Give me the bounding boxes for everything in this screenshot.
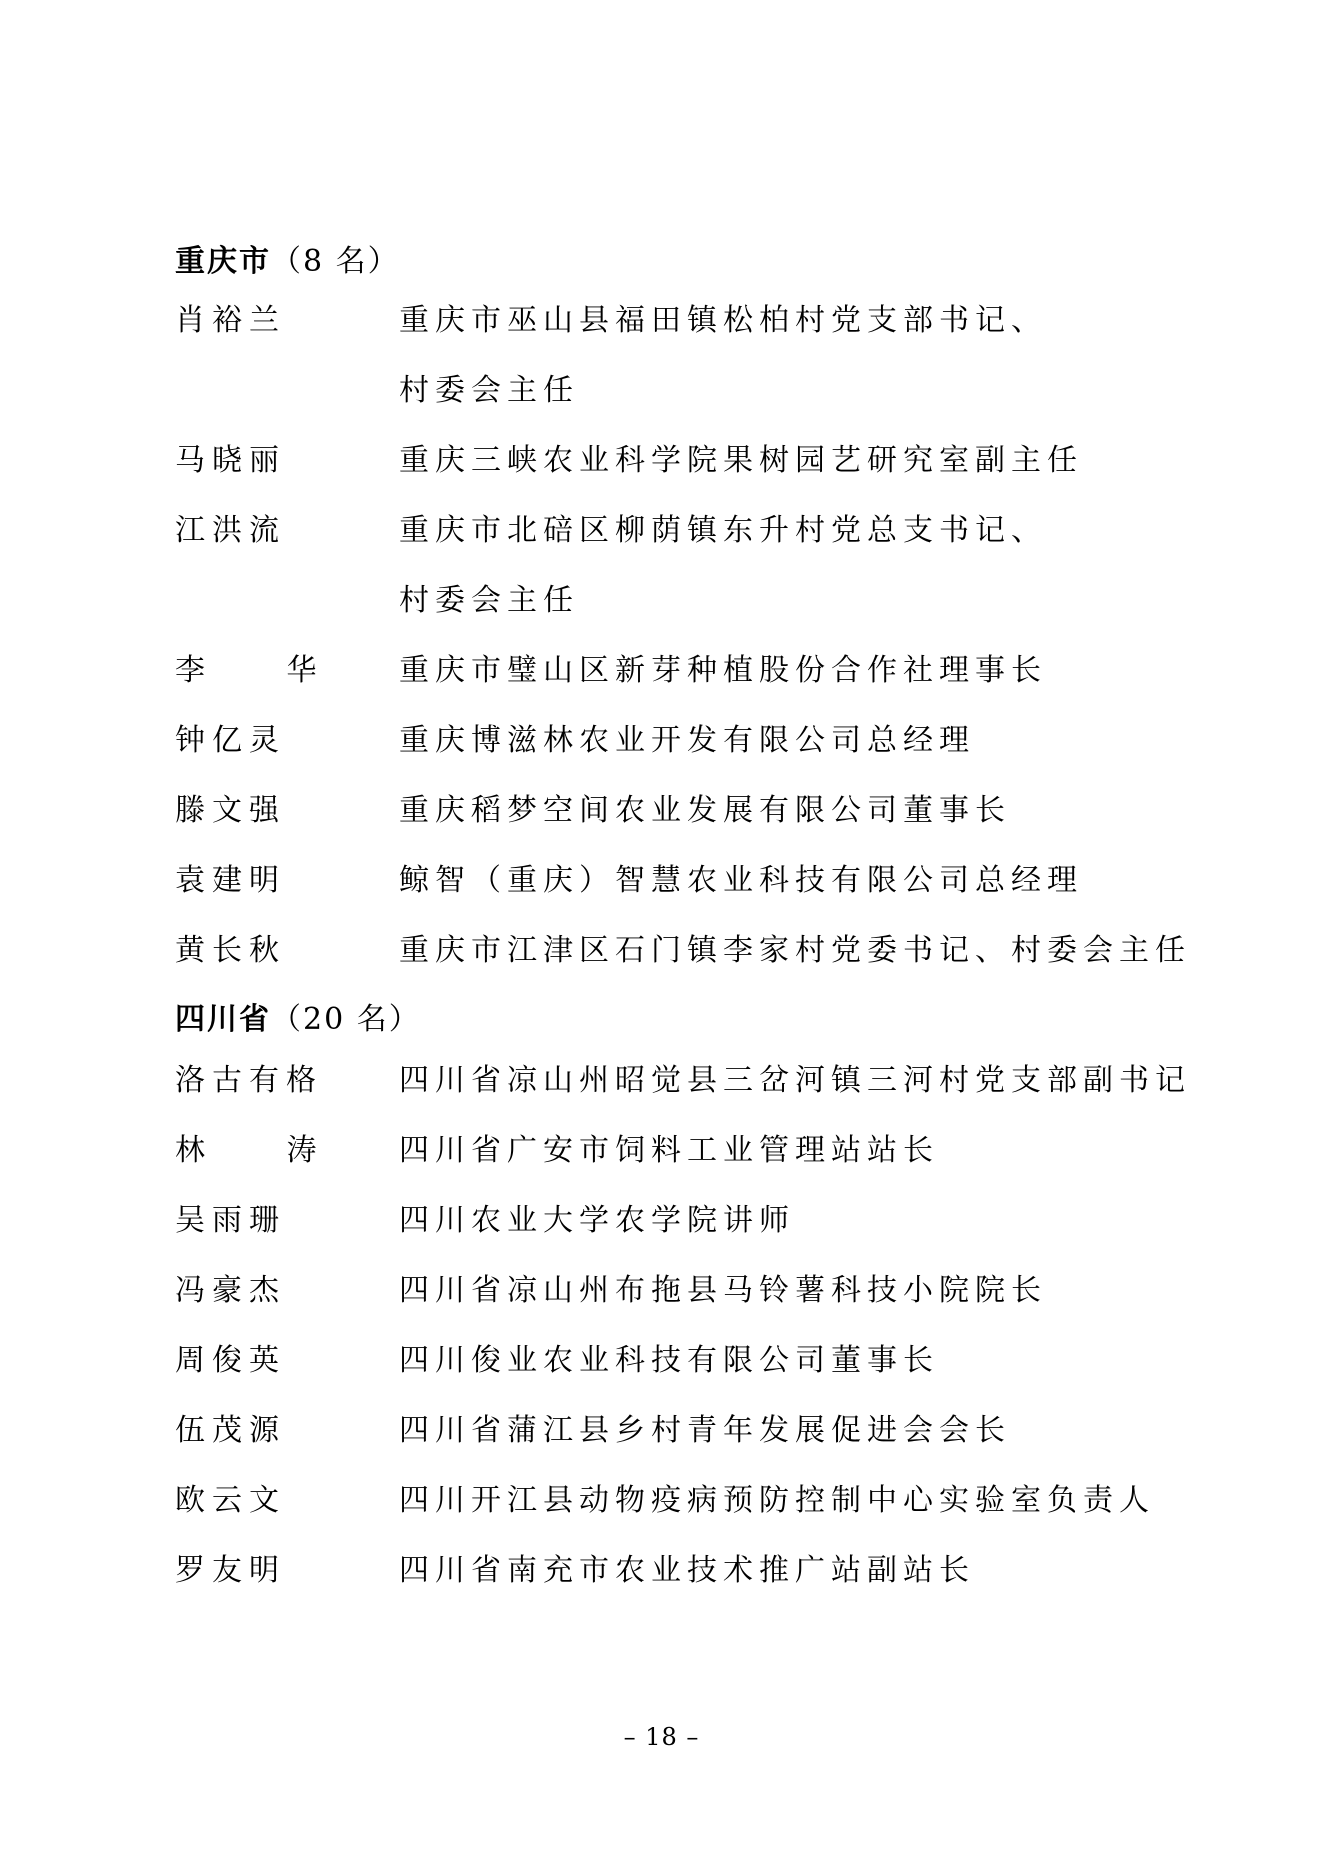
title-line: 重庆三峡农业科学院果树园艺研究室副主任 — [399, 443, 1083, 478]
person-name: 李 华 — [175, 653, 353, 688]
person-title — [399, 426, 1159, 496]
title-line: 鲸智（重庆）智慧农业科技有限公司总经理 — [399, 863, 1083, 898]
title-line: 重庆稻梦空间农业发展有限公司董事长 — [399, 793, 1011, 828]
section-count: （8 名） — [271, 244, 400, 279]
person-title — [399, 1256, 1159, 1326]
person-name: 吴雨珊 — [175, 1203, 286, 1238]
person-title — [399, 1116, 1159, 1186]
person-name: 周俊英 — [175, 1343, 286, 1378]
person-title — [399, 1046, 1191, 1116]
person-title — [399, 1186, 1159, 1256]
section-count: （20 名） — [271, 1002, 421, 1037]
person-name: 钟亿灵 — [175, 723, 286, 758]
person-name: 肖裕兰 — [175, 303, 286, 338]
person-name: 江洪流 — [175, 513, 286, 548]
person-name: 罗友明 — [175, 1553, 286, 1588]
title-line: 村委会主任 — [399, 583, 579, 618]
person-name: 马晓丽 — [175, 443, 286, 478]
person-title — [399, 706, 1159, 776]
person-name: 欧云文 — [175, 1483, 286, 1518]
section-heading-sichuan — [175, 1000, 421, 1040]
person-title — [399, 636, 1159, 706]
title-line: 四川开江县动物疫病预防控制中心实验室负责人 — [399, 1483, 1155, 1518]
person-title — [399, 286, 1159, 426]
section-heading-chongqing — [175, 242, 400, 282]
title-line: 四川省蒲江县乡村青年发展促进会会长 — [399, 1413, 1011, 1448]
title-line: 四川俊业农业科技有限公司董事长 — [399, 1343, 939, 1378]
title-line: 重庆市北碚区柳荫镇东升村党总支书记、 — [399, 513, 1047, 548]
title-line: 四川农业大学农学院讲师 — [399, 1203, 795, 1238]
person-name: 黄长秋 — [175, 933, 286, 968]
title-line: 重庆市江津区石门镇李家村党委书记、村委会主任 — [399, 933, 1191, 968]
person-name: 滕文强 — [175, 793, 286, 828]
person-name: 洛古有格 — [175, 1063, 323, 1098]
section-title: 四川省 — [175, 1002, 271, 1037]
person-title — [399, 1466, 1159, 1536]
person-name: 冯豪杰 — [175, 1273, 286, 1308]
section-title: 重庆市 — [175, 244, 271, 279]
person-title — [399, 776, 1159, 846]
title-line: 四川省凉山州布拖县马铃薯科技小院院长 — [399, 1273, 1047, 1308]
title-line: 重庆市璧山区新芽种植股份合作社理事长 — [399, 653, 1047, 688]
page-number: – 18 – — [623, 1723, 700, 1751]
person-title — [399, 846, 1159, 916]
person-name: 袁建明 — [175, 863, 286, 898]
title-line: 重庆市巫山县福田镇松柏村党支部书记、 — [399, 303, 1047, 338]
person-title — [399, 916, 1191, 986]
person-title — [399, 1396, 1159, 1466]
person-title — [399, 1536, 1159, 1606]
title-line: 村委会主任 — [399, 373, 579, 408]
title-line: 四川省广安市饲料工业管理站站长 — [399, 1133, 939, 1168]
person-title — [399, 496, 1159, 636]
person-name: 伍茂源 — [175, 1413, 286, 1448]
title-line: 重庆博滋林农业开发有限公司总经理 — [399, 723, 975, 758]
person-title — [399, 1326, 1159, 1396]
title-line: 四川省南充市农业技术推广站副站长 — [399, 1553, 975, 1588]
title-line: 四川省凉山州昭觉县三岔河镇三河村党支部副书记 — [399, 1063, 1191, 1098]
person-name: 林 涛 — [175, 1133, 353, 1168]
